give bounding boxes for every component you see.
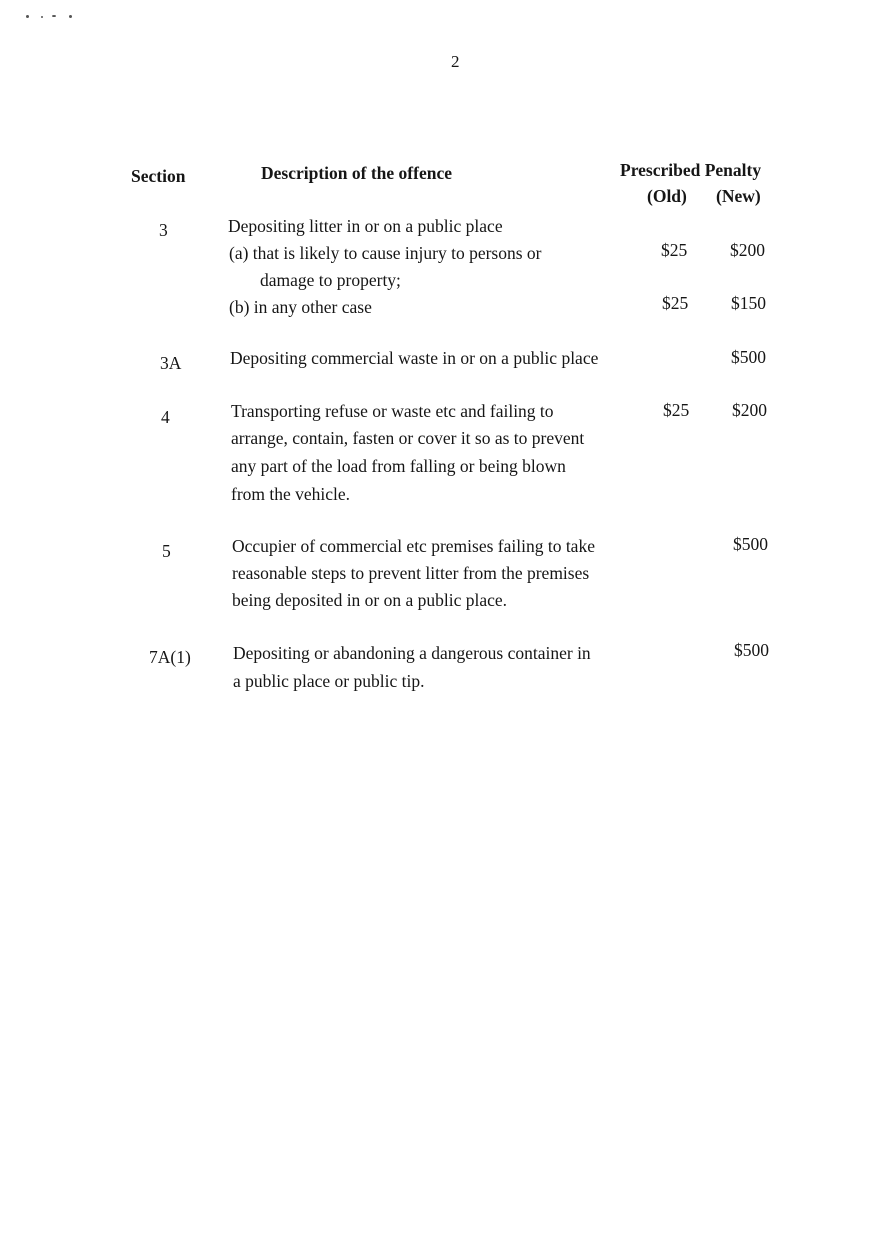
penalty-old: $25 bbox=[661, 240, 688, 260]
header-old: (Old) bbox=[647, 186, 687, 206]
header-prescribed-penalty: Prescribed Penalty bbox=[620, 160, 762, 180]
row-description-line: Depositing litter in or on a public place bbox=[228, 216, 503, 236]
page-number: 2 bbox=[451, 52, 460, 71]
row-section: 7A(1) bbox=[149, 647, 191, 667]
header-section: Section bbox=[131, 166, 186, 186]
row-section: 3A bbox=[160, 353, 182, 373]
row-description-line: being deposited in or on a public place. bbox=[232, 590, 508, 610]
penalty-new: $200 bbox=[732, 400, 767, 420]
row-description-line: Depositing or abandoning a dangerous container in bbox=[233, 643, 591, 663]
row-description-line: any part of the load from falling or being blown bbox=[231, 456, 566, 476]
row-description-line: (b) in any other case bbox=[229, 297, 372, 317]
penalty-old: $25 bbox=[662, 293, 689, 313]
row-description-line: a public place or public tip. bbox=[233, 671, 425, 691]
penalty-new: $500 bbox=[734, 640, 769, 660]
header-new: (New) bbox=[716, 186, 761, 206]
penalty-new: $500 bbox=[731, 347, 766, 367]
row-description-line: damage to property; bbox=[260, 270, 401, 290]
row-section: 5 bbox=[162, 541, 171, 561]
header-description: Description of the offence bbox=[261, 163, 452, 183]
row-description-line: Occupier of commercial etc premises failing to take bbox=[232, 536, 595, 556]
penalty-old: $25 bbox=[663, 400, 690, 420]
penalty-new: $200 bbox=[730, 240, 765, 260]
row-description-line: from the vehicle. bbox=[231, 484, 351, 504]
penalty-new: $500 bbox=[733, 534, 768, 554]
row-section: 4 bbox=[161, 407, 170, 427]
row-description-line: Transporting refuse or waste etc and failing to bbox=[231, 401, 554, 421]
row-description-line: (a) that is likely to cause injury to persons or bbox=[229, 243, 542, 263]
penalty-new: $150 bbox=[731, 293, 766, 313]
row-description-line: Depositing commercial waste in or on a public place bbox=[230, 348, 599, 368]
row-section: 3 bbox=[159, 220, 168, 240]
row-description-line: arrange, contain, fasten or cover it so as to prevent bbox=[231, 428, 585, 448]
row-description-line: reasonable steps to prevent litter from the premises bbox=[232, 563, 590, 583]
